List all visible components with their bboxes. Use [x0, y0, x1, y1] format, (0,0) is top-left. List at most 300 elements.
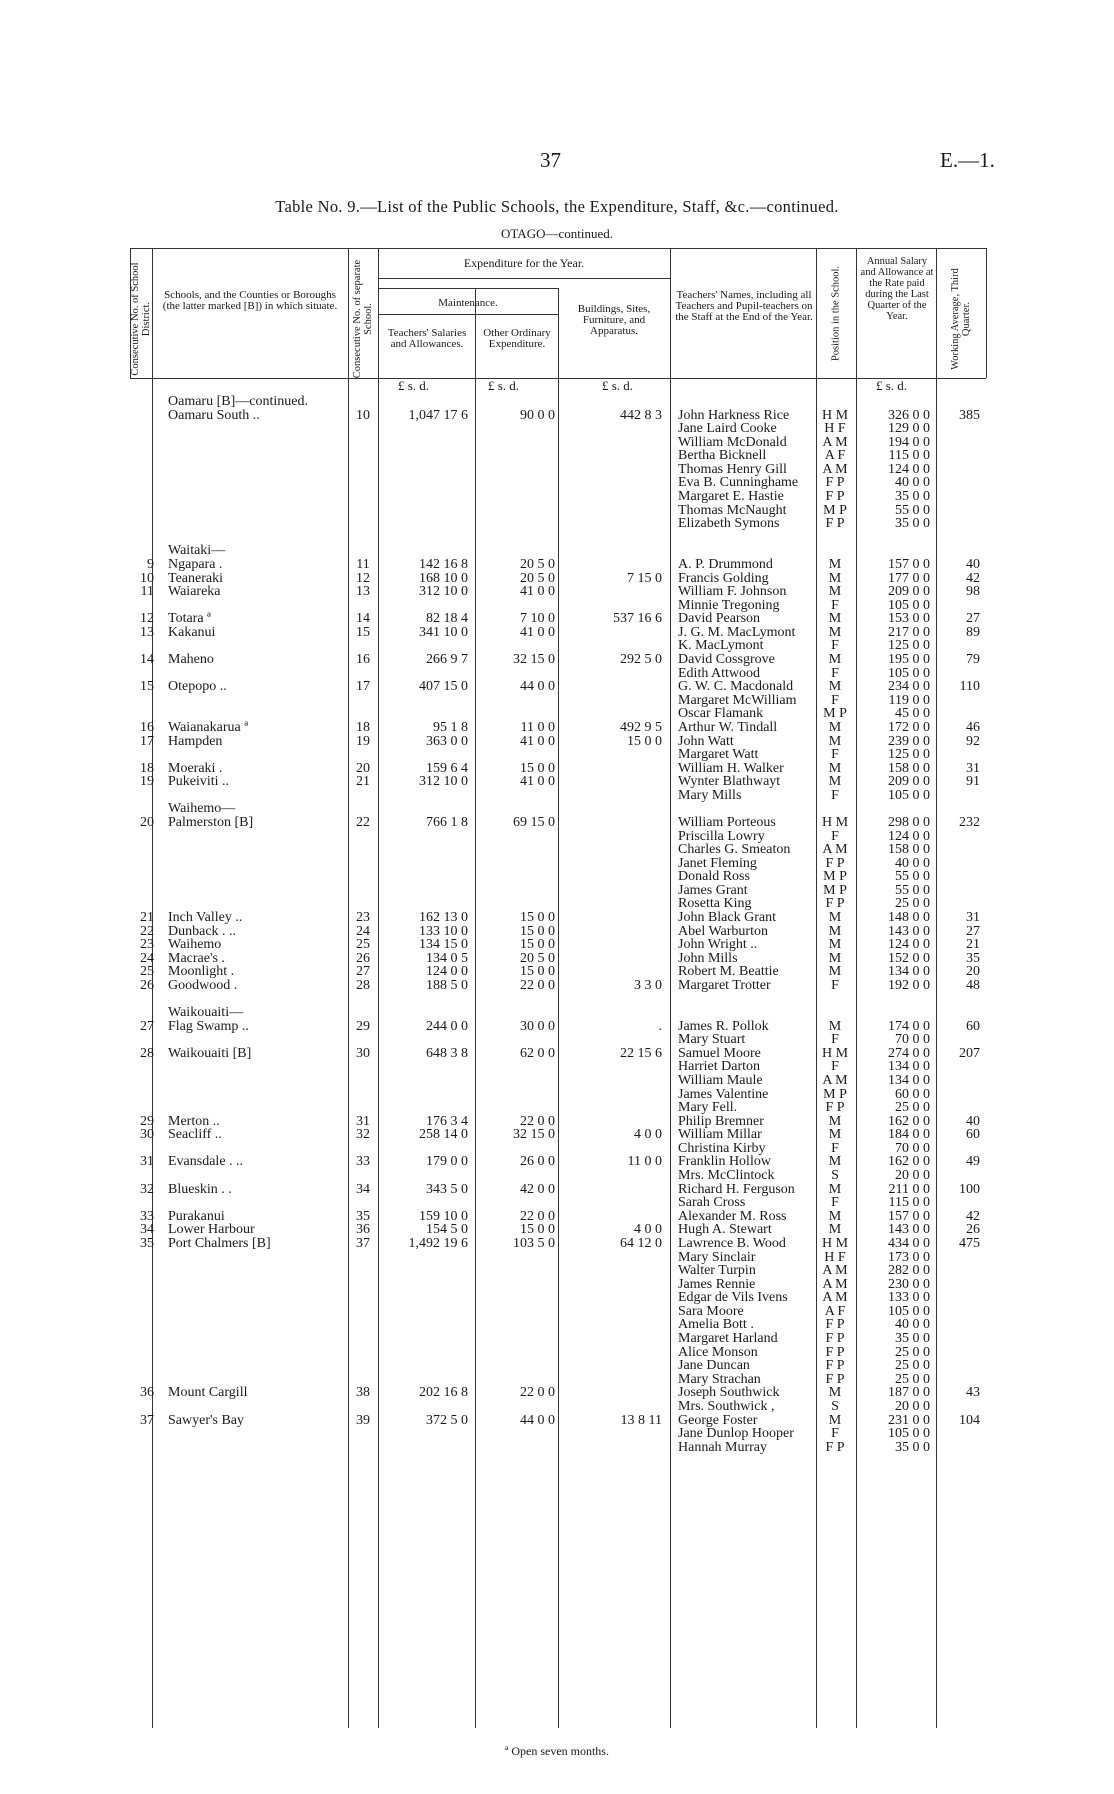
buildings-amount: 13 8 11 — [620, 1412, 662, 1428]
teacher-name: J. G. M. MacLymont — [678, 624, 796, 640]
annual-allowance: 434 0 0 — [888, 1235, 930, 1251]
annual-allowance: 105 0 0 — [888, 1426, 930, 1442]
teacher-position: F — [831, 828, 839, 844]
school-name: Palmerston [B] — [168, 814, 254, 830]
separate-school-number: 39 — [356, 1412, 370, 1428]
annual-allowance: 115 0 0 — [888, 1195, 930, 1211]
salaries-amount: 142 16 8 — [419, 556, 468, 572]
annual-allowance: 55 0 0 — [895, 869, 930, 885]
other-expenditure-amount: 15 0 0 — [520, 910, 555, 926]
teacher-name: Minnie Tregoning — [678, 597, 780, 613]
teacher-name: William Maule — [678, 1073, 763, 1088]
buildings-amount: 4 0 0 — [634, 1127, 662, 1143]
annual-allowance: 40 0 0 — [895, 1317, 930, 1333]
salaries-amount: 312 10 0 — [419, 584, 468, 600]
separate-school-number: 15 — [356, 624, 370, 640]
teacher-name: Walter Turpin — [678, 1263, 756, 1279]
header-position: Position in the School. — [830, 265, 842, 362]
other-expenditure-amount: 90 0 0 — [520, 407, 555, 423]
teacher-position: M P — [823, 882, 847, 898]
teacher-position: F P — [825, 855, 845, 871]
separate-school-number: 12 — [356, 570, 370, 586]
teacher-position: F — [831, 638, 839, 654]
other-expenditure-amount: 32 15 0 — [513, 1127, 555, 1143]
teacher-name: Charles G. Smeaton — [678, 842, 791, 858]
school-name: Blueskin . . — [168, 1181, 232, 1197]
school-name: Lower Harbour — [168, 1222, 255, 1238]
teacher-name: William Porteous — [678, 814, 776, 830]
other-expenditure-amount: 32 15 0 — [513, 652, 555, 668]
teacher-name: Arthur W. Tindall — [678, 719, 778, 735]
teacher-name: Jane Duncan — [678, 1358, 750, 1374]
teacher-name: G. W. C. Macdonald — [678, 679, 794, 695]
salaries-amount: 312 10 0 — [419, 774, 468, 790]
teacher-position: M — [828, 652, 842, 668]
teacher-name: John Wright .. — [678, 937, 758, 953]
teacher-position: F P — [825, 1358, 845, 1374]
school-name: Flag Swamp .. — [168, 1018, 249, 1034]
other-expenditure-amount: 41 0 0 — [520, 733, 555, 749]
teacher-position: M — [828, 584, 842, 600]
annual-allowance: 129 0 0 — [888, 421, 930, 437]
annual-allowance: 209 0 0 — [888, 774, 930, 790]
teacher-name: Mary Strachan — [678, 1371, 761, 1387]
school-name: Moeraki . — [168, 760, 223, 776]
teacher-position: M — [828, 937, 842, 953]
school-district-number: 23 — [140, 937, 154, 953]
school-name: Waiareka — [168, 584, 221, 600]
annual-allowance: 158 0 0 — [888, 842, 930, 858]
separate-school-number: 11 — [356, 556, 370, 572]
teacher-name: Eva B. Cunninghame — [678, 475, 799, 491]
annual-allowance: 105 0 0 — [888, 597, 930, 613]
working-average: 110 — [959, 679, 980, 695]
teacher-position: M P — [823, 1086, 847, 1102]
annual-allowance: 174 0 0 — [888, 1018, 930, 1034]
annual-allowance: 55 0 0 — [895, 882, 930, 898]
teacher-name: John Harkness Rice — [678, 407, 790, 423]
separate-school-number: 30 — [356, 1045, 370, 1061]
teacher-position: M — [828, 774, 842, 790]
buildings-amount: 7 15 0 — [627, 570, 662, 586]
teacher-name: Janet Fleming — [678, 855, 757, 871]
teacher-position: M — [828, 679, 842, 695]
teacher-name: Harriet Darton — [678, 1059, 761, 1075]
annual-allowance: 20 0 0 — [895, 1168, 930, 1184]
working-average: 60 — [966, 1018, 980, 1034]
teacher-name: Mary Mills — [678, 787, 742, 803]
school-name: Oamaru South .. — [168, 407, 260, 423]
salaries-amount: 407 15 0 — [419, 679, 468, 695]
separate-school-number: 34 — [356, 1181, 370, 1197]
school-name: Dunback . .. — [168, 923, 237, 939]
working-average: 92 — [966, 733, 980, 749]
annual-allowance: 143 0 0 — [888, 923, 930, 939]
separate-school-number: 33 — [356, 1154, 370, 1170]
currency-row — [130, 376, 986, 394]
teacher-name: Margaret Watt — [678, 747, 759, 763]
separate-school-number: 22 — [356, 814, 370, 830]
salaries-amount: 134 0 5 — [426, 950, 468, 966]
separate-school-number: 16 — [356, 652, 370, 668]
page-number: 37 — [540, 148, 561, 172]
salaries-amount: 244 0 0 — [426, 1018, 468, 1034]
school-district-number: 31 — [140, 1154, 154, 1170]
header-allowance: Annual Salary and Allowance at the Rate paid during the Last Quarter of the Year. — [860, 256, 934, 322]
separate-school-number: 28 — [356, 977, 370, 993]
annual-allowance: 105 0 0 — [888, 665, 930, 681]
working-average: 42 — [966, 1208, 980, 1224]
table-header — [130, 248, 986, 378]
annual-allowance: 143 0 0 — [888, 1222, 930, 1238]
teacher-name: Mrs. McClintock — [678, 1168, 775, 1184]
other-expenditure-amount: 26 0 0 — [520, 1154, 555, 1170]
annual-allowance: 298 0 0 — [888, 814, 930, 830]
school-district-number: 11 — [140, 584, 154, 600]
working-average: 40 — [966, 1113, 980, 1129]
other-expenditure-amount: 22 0 0 — [520, 1385, 555, 1401]
teacher-position: A M — [822, 1073, 848, 1088]
currency-other: £ s. d. — [488, 378, 520, 393]
school-district-number: 35 — [140, 1235, 154, 1251]
buildings-amount: . — [658, 1018, 662, 1034]
working-average: 49 — [966, 1154, 980, 1170]
teacher-position: F P — [825, 1317, 845, 1333]
other-expenditure-amount: 42 0 0 — [520, 1181, 555, 1197]
salaries-amount: 258 14 0 — [419, 1127, 468, 1143]
annual-allowance: 119 0 0 — [888, 692, 930, 708]
teacher-position: M — [828, 1018, 842, 1034]
teacher-position: F — [831, 1426, 839, 1442]
school-district-number: 29 — [140, 1113, 154, 1129]
teacher-position: A M — [822, 1276, 848, 1292]
annual-allowance: 148 0 0 — [888, 910, 930, 926]
school-name: Waihemo— — [168, 801, 236, 817]
school-district-number: 18 — [140, 760, 154, 776]
header-other: Other Ordinary Expenditure. — [483, 327, 551, 350]
annual-allowance: 133 0 0 — [888, 1290, 930, 1306]
salaries-amount: 766 1 8 — [426, 814, 468, 830]
other-expenditure-amount: 22 0 0 — [520, 1113, 555, 1129]
school-name: Oamaru [B]—continued. — [168, 394, 308, 409]
working-average: 60 — [966, 1127, 980, 1143]
working-average: 98 — [966, 584, 980, 600]
separate-school-number: 18 — [356, 719, 370, 735]
school-name: Kakanui — [168, 624, 216, 640]
school-district-number: 28 — [140, 1045, 154, 1061]
separate-school-number: 35 — [356, 1208, 370, 1224]
school-name: Mount Cargill — [168, 1385, 248, 1401]
working-average: 89 — [966, 624, 980, 640]
teacher-name: James R. Pollok — [678, 1018, 769, 1034]
school-name: Goodwood . — [168, 977, 238, 993]
teacher-position: H F — [824, 1249, 846, 1265]
separate-school-number: 26 — [356, 950, 370, 966]
teacher-position: F P — [825, 1331, 845, 1347]
teacher-name: Sarah Cross — [678, 1195, 746, 1211]
annual-allowance: 25 0 0 — [895, 1371, 930, 1387]
teacher-name: Christina Kirby — [678, 1140, 766, 1156]
other-expenditure-amount: 30 0 0 — [520, 1018, 555, 1034]
annual-allowance: 35 0 0 — [895, 489, 930, 505]
header-teachers: Teachers' Names, including all Teachers and Pupil-teachers on the Staff at the End of the Year. — [675, 289, 813, 323]
teacher-name: Thomas McNaught — [678, 502, 787, 518]
teacher-position: H M — [821, 1045, 849, 1061]
teacher-name: William H. Walker — [678, 760, 784, 776]
working-average: 20 — [966, 964, 980, 980]
separate-school-number: 19 — [356, 733, 370, 749]
annual-allowance: 124 0 0 — [888, 828, 930, 844]
working-average: 475 — [959, 1235, 980, 1251]
annual-allowance: 230 0 0 — [888, 1276, 930, 1292]
annual-allowance: 45 0 0 — [895, 706, 930, 722]
annual-allowance: 105 0 0 — [888, 1303, 930, 1319]
teacher-position: A M — [822, 842, 848, 858]
salaries-amount: 159 6 4 — [426, 760, 468, 776]
table-row — [130, 1440, 986, 1456]
school-district-number: 34 — [140, 1222, 154, 1238]
teacher-name: George Foster — [678, 1412, 758, 1428]
footnote: ª Open seven months. — [505, 1744, 609, 1758]
other-expenditure-amount: 41 0 0 — [520, 584, 555, 600]
annual-allowance: 194 0 0 — [888, 434, 930, 450]
salaries-amount: 266 9 7 — [426, 652, 468, 668]
teacher-position: F P — [825, 1100, 845, 1116]
header-consec-district: Consecutive No. of School District. — [130, 262, 152, 376]
teacher-position: A M — [822, 434, 848, 450]
teacher-position: M P — [823, 869, 847, 885]
separate-school-number: 37 — [356, 1235, 370, 1251]
separate-school-number: 17 — [356, 679, 370, 695]
teacher-name: Lawrence B. Wood — [678, 1235, 786, 1251]
teacher-name: Abel Warburton — [678, 923, 768, 939]
separate-school-number: 13 — [356, 584, 370, 600]
annual-allowance: 134 0 0 — [888, 1059, 930, 1075]
teacher-name: Edgar de Vils Ivens — [678, 1290, 788, 1306]
school-district-number: 20 — [140, 814, 154, 830]
teacher-position: F — [831, 787, 839, 803]
buildings-amount: 537 16 6 — [613, 611, 662, 627]
salaries-amount: 162 13 0 — [419, 910, 468, 926]
school-name: Teaneraki — [168, 570, 223, 586]
teacher-position: M — [828, 556, 842, 572]
buildings-amount: 15 0 0 — [627, 733, 662, 749]
teacher-position: F P — [825, 1344, 845, 1360]
separate-school-number: 31 — [356, 1113, 370, 1129]
buildings-amount: 442 8 3 — [620, 407, 662, 423]
other-expenditure-amount: 44 0 0 — [520, 1412, 555, 1428]
salaries-amount: 343 5 0 — [426, 1181, 468, 1197]
header-salaries: Teachers' Salaries and Allowances. — [387, 327, 467, 350]
annual-allowance: 152 0 0 — [888, 950, 930, 966]
teacher-position: F P — [825, 1371, 845, 1387]
school-district-number: 15 — [140, 679, 154, 695]
teacher-position: M — [828, 611, 842, 627]
annual-allowance: 35 0 0 — [895, 1439, 930, 1455]
header-expenditure: Expenditure for the Year. — [463, 256, 585, 270]
teacher-name: Philip Bremner — [678, 1113, 764, 1129]
school-district-number: 10 — [140, 570, 154, 586]
other-expenditure-amount: 41 0 0 — [520, 624, 555, 640]
currency-salaries: £ s. d. — [398, 378, 430, 393]
salaries-amount: 1,047 17 6 — [408, 407, 468, 423]
separate-school-number: 10 — [356, 407, 370, 423]
header-schools: Schools, and the Counties or Boroughs (the latter marked [B]) in which situate. — [162, 289, 338, 312]
salaries-amount: 188 5 0 — [426, 977, 468, 993]
other-expenditure-amount: 22 0 0 — [520, 977, 555, 993]
teacher-name: David Pearson — [678, 611, 761, 627]
other-expenditure-amount: 62 0 0 — [520, 1045, 555, 1061]
separate-school-number: 27 — [356, 964, 370, 980]
annual-allowance: 217 0 0 — [888, 624, 930, 640]
other-expenditure-amount: 11 0 0 — [520, 719, 555, 735]
school-name: Port Chalmers [B] — [168, 1235, 271, 1251]
annual-allowance: 35 0 0 — [895, 1331, 930, 1347]
annual-allowance: 25 0 0 — [895, 1100, 930, 1116]
teacher-position: F — [831, 1032, 839, 1048]
teacher-position: F — [831, 597, 839, 613]
working-average: 100 — [959, 1181, 980, 1197]
separate-school-number: 29 — [356, 1018, 370, 1034]
teacher-position: H M — [821, 407, 849, 423]
annual-allowance: 173 0 0 — [888, 1249, 930, 1265]
teacher-name: Rosetta King — [678, 896, 752, 912]
annual-allowance: 239 0 0 — [888, 733, 930, 749]
header-average: Working Average, Third Quarter. — [950, 268, 972, 370]
teacher-name: William McDonald — [678, 434, 787, 450]
salaries-amount: 648 3 8 — [426, 1045, 468, 1061]
working-average: 27 — [966, 923, 980, 939]
annual-allowance: 125 0 0 — [888, 747, 930, 763]
teacher-name: James Valentine — [678, 1086, 769, 1102]
working-average: 27 — [966, 611, 980, 627]
buildings-amount: 22 15 6 — [620, 1045, 662, 1061]
teacher-position: F P — [825, 896, 845, 912]
salaries-amount: 202 16 8 — [419, 1385, 468, 1401]
teacher-position: H M — [821, 814, 849, 830]
school-name: Seacliff .. — [168, 1127, 222, 1143]
annual-allowance: 124 0 0 — [888, 461, 930, 477]
teacher-name: David Cossgrove — [678, 652, 775, 668]
teacher-name: Mary Sinclair — [678, 1249, 756, 1265]
teacher-name: John Watt — [678, 733, 734, 749]
teacher-name: John Mills — [678, 950, 738, 966]
teacher-position: H F — [824, 421, 846, 437]
school-district-number: 14 — [140, 652, 154, 668]
school-name: Waianakarua ª — [168, 719, 249, 735]
teacher-name: Sara Moore — [678, 1303, 744, 1319]
teacher-name: A. P. Drummond — [678, 556, 773, 572]
annual-allowance: 162 0 0 — [888, 1113, 930, 1129]
annual-allowance: 209 0 0 — [888, 584, 930, 600]
annual-allowance: 234 0 0 — [888, 679, 930, 695]
teacher-name: Joseph Southwick — [678, 1385, 780, 1401]
other-expenditure-amount: 69 15 0 — [513, 814, 555, 830]
teacher-position: M — [828, 1385, 842, 1401]
teacher-position: F P — [825, 1439, 845, 1455]
teacher-name: Mary Fell. — [678, 1100, 738, 1116]
teacher-name: Mrs. Southwick , — [678, 1398, 775, 1414]
teacher-position: M — [828, 950, 842, 966]
annual-allowance: 153 0 0 — [888, 611, 930, 627]
teacher-position: M — [828, 923, 842, 939]
teacher-position: F — [831, 1059, 839, 1075]
teacher-name: Donald Ross — [678, 869, 750, 885]
working-average: 48 — [966, 977, 980, 993]
annual-allowance: 60 0 0 — [895, 1086, 930, 1102]
teacher-position: M — [828, 1154, 842, 1170]
annual-allowance: 231 0 0 — [888, 1412, 930, 1428]
school-district-number: 25 — [140, 964, 154, 980]
separate-school-number: 14 — [356, 611, 370, 627]
other-expenditure-amount: 20 5 0 — [520, 556, 555, 572]
school-district-number: 36 — [140, 1385, 154, 1401]
annual-allowance: 25 0 0 — [895, 896, 930, 912]
annual-allowance: 157 0 0 — [888, 556, 930, 572]
annual-allowance: 20 0 0 — [895, 1398, 930, 1414]
header-buildings: Buildings, Sites, Furniture, and Apparatus. — [577, 303, 651, 337]
teacher-name: John Black Grant — [678, 910, 776, 926]
teacher-position: M — [828, 1208, 842, 1224]
working-average: 26 — [966, 1222, 980, 1238]
currency-allowance: £ s. d. — [876, 378, 908, 393]
teacher-position: M — [828, 719, 842, 735]
other-expenditure-amount: 15 0 0 — [520, 964, 555, 980]
school-district-number: 27 — [140, 1018, 154, 1034]
annual-allowance: 40 0 0 — [895, 475, 930, 491]
separate-school-number: 23 — [356, 910, 370, 926]
school-name: Ngapara . — [168, 556, 223, 572]
school-district-number: 30 — [140, 1127, 154, 1143]
annual-allowance: 105 0 0 — [888, 787, 930, 803]
page-reference: E.—1. — [940, 148, 995, 172]
annual-allowance: 172 0 0 — [888, 719, 930, 735]
school-district-number: 22 — [140, 923, 154, 939]
teacher-position: M — [828, 1113, 842, 1129]
annual-allowance: 282 0 0 — [888, 1263, 930, 1279]
teacher-position: M — [828, 624, 842, 640]
annual-allowance: 192 0 0 — [888, 977, 930, 993]
salaries-amount: 179 0 0 — [426, 1154, 468, 1170]
school-name: Evansdale . .. — [168, 1154, 244, 1170]
other-expenditure-amount: 41 0 0 — [520, 774, 555, 790]
teacher-position: S — [831, 1398, 839, 1414]
teacher-name: Thomas Henry Gill — [678, 461, 787, 477]
teacher-position: M — [828, 1412, 842, 1428]
teacher-position: F — [831, 1140, 839, 1156]
teacher-position: M — [828, 1222, 842, 1238]
teacher-name: Wynter Blathwayt — [678, 774, 781, 790]
teacher-position: F — [831, 747, 839, 763]
teacher-position: A F — [824, 448, 846, 464]
working-average: 21 — [966, 937, 980, 953]
annual-allowance: 115 0 0 — [888, 448, 930, 464]
working-average: 104 — [959, 1412, 980, 1428]
teacher-name: William Millar — [678, 1127, 762, 1143]
school-name: Totara ª — [168, 611, 211, 627]
header-maintenance: Maintenance. — [438, 297, 498, 309]
annual-allowance: 40 0 0 — [895, 855, 930, 871]
working-average: 35 — [966, 950, 980, 966]
annual-allowance: 157 0 0 — [888, 1208, 930, 1224]
school-district-number: 37 — [140, 1412, 154, 1428]
annual-allowance: 25 0 0 — [895, 1344, 930, 1360]
working-average: 40 — [966, 556, 980, 572]
other-expenditure-amount: 20 5 0 — [520, 570, 555, 586]
teacher-name: Margaret McWilliam — [678, 692, 797, 708]
annual-allowance: 70 0 0 — [895, 1140, 930, 1156]
annual-allowance: 134 0 0 — [888, 1073, 930, 1088]
